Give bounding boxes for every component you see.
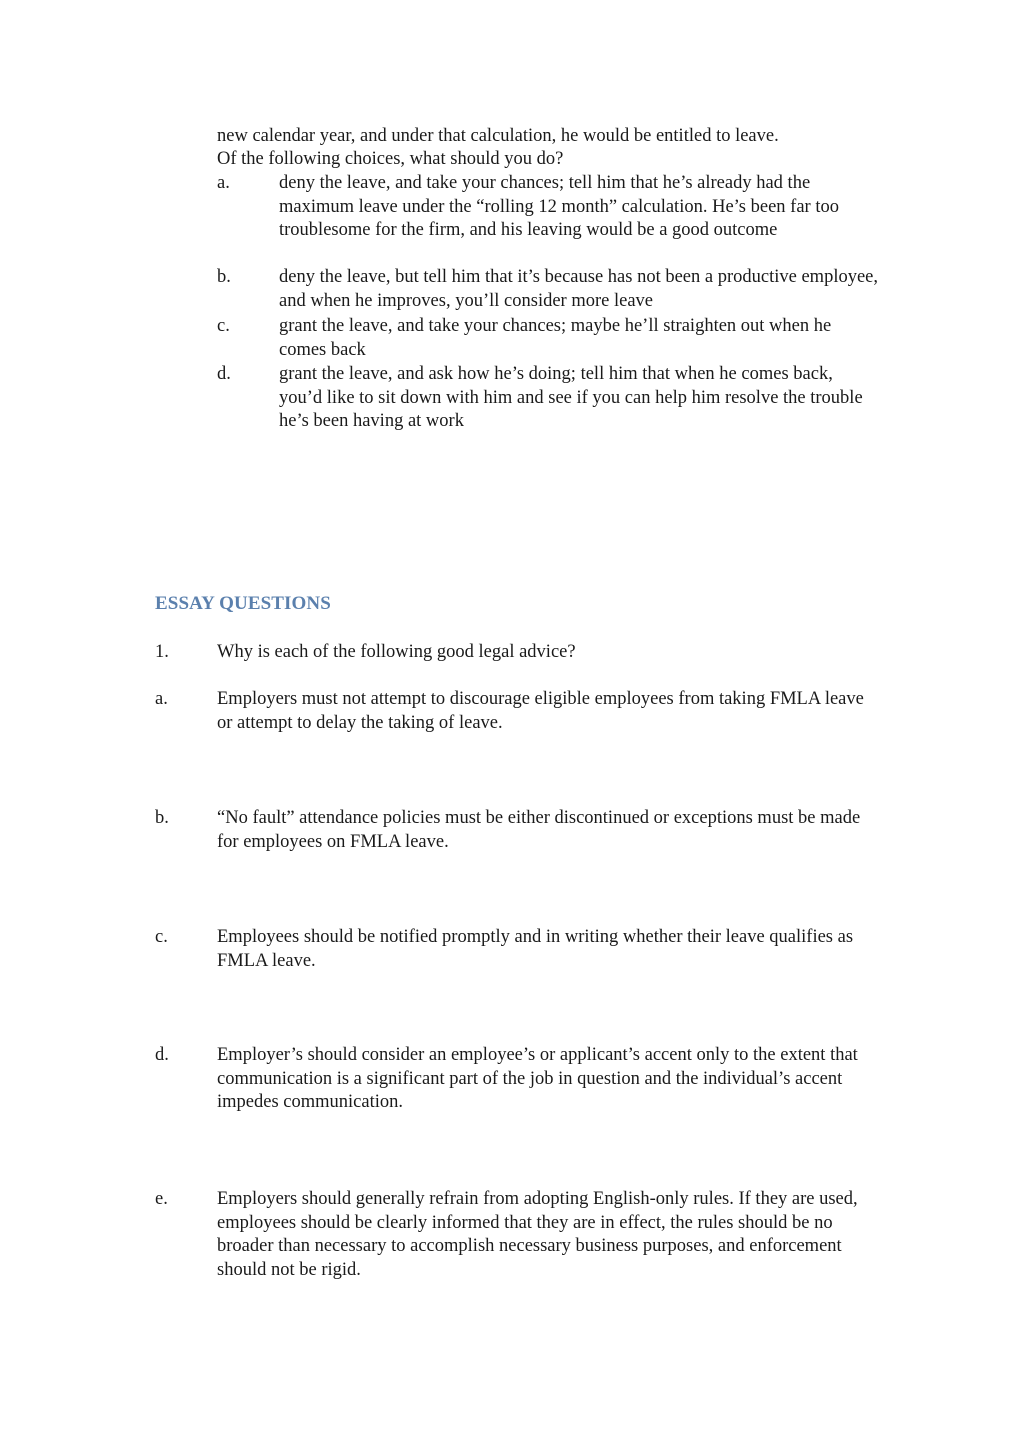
essay-item-d-text: Employer’s should consider an employee’s or applicant’s accent only to the extent that communication is a significant part of the job in question and the individual’s accent impedes communication.	[217, 1045, 858, 1112]
essay-item-c-text: Employees should be notified promptly and in writing whether their leave qualifies as FMLA leave.	[217, 927, 854, 971]
section-heading-essay-questions: ESSAY QUESTIONS	[155, 593, 331, 614]
essay-item-e-letter: e.	[155, 1189, 168, 1209]
question-text: Why is each of the following good legal advice?	[217, 642, 576, 662]
essay-item-e-text: Employers should generally refrain from adopting English-only rules. If they are used, employees should be clearly informed that they are in effect, the rules should be no broader than necessary to accomplish necessary business purposes, and enforcement should not be rigid.	[217, 1189, 858, 1280]
mcq-intro-line-1: new calendar year, and under that calculation, he would be entitled to leave.	[217, 126, 779, 146]
mcq-option-d-letter: d.	[217, 364, 231, 384]
mcq-option-a-letter: a.	[217, 173, 230, 193]
essay-item-c-letter: c.	[155, 927, 168, 947]
essay-item-b-text: “No fault” attendance policies must be either discontinued or exceptions must be made for employees on FMLA leave.	[217, 808, 861, 852]
mcq-intro-line-2: Of the following choices, what should you do?	[217, 149, 564, 169]
essay-item-a-letter: a.	[155, 689, 168, 709]
mcq-option-c-letter: c.	[217, 316, 230, 336]
essay-item-b-letter: b.	[155, 808, 169, 828]
mcq-option-a-text: deny the leave, and take your chances; tell him that he’s already had the maximum leave under the “rolling 12 month” calculation. He’s been far too troublesome for the firm, and his leaving would be a good outcome	[279, 173, 839, 240]
question-number: 1.	[155, 642, 169, 662]
mcq-option-b-letter: b.	[217, 267, 231, 287]
essay-item-a-text: Employers must not attempt to discourage eligible employees from taking FMLA leave or attempt to delay the taking of leave.	[217, 689, 864, 733]
mcq-option-c-text: grant the leave, and take your chances; maybe he’ll straighten out when he comes back	[279, 316, 832, 360]
essay-item-d-letter: d.	[155, 1045, 169, 1065]
mcq-option-b-text: deny the leave, but tell him that it’s because has not been a productive employee, and when he improves, you’ll consider more leave	[279, 267, 879, 311]
mcq-option-d-text: grant the leave, and ask how he’s doing; tell him that when he comes back, you’d like to sit down with him and see if you can help him resolve the trouble he’s been having at work	[279, 364, 863, 431]
